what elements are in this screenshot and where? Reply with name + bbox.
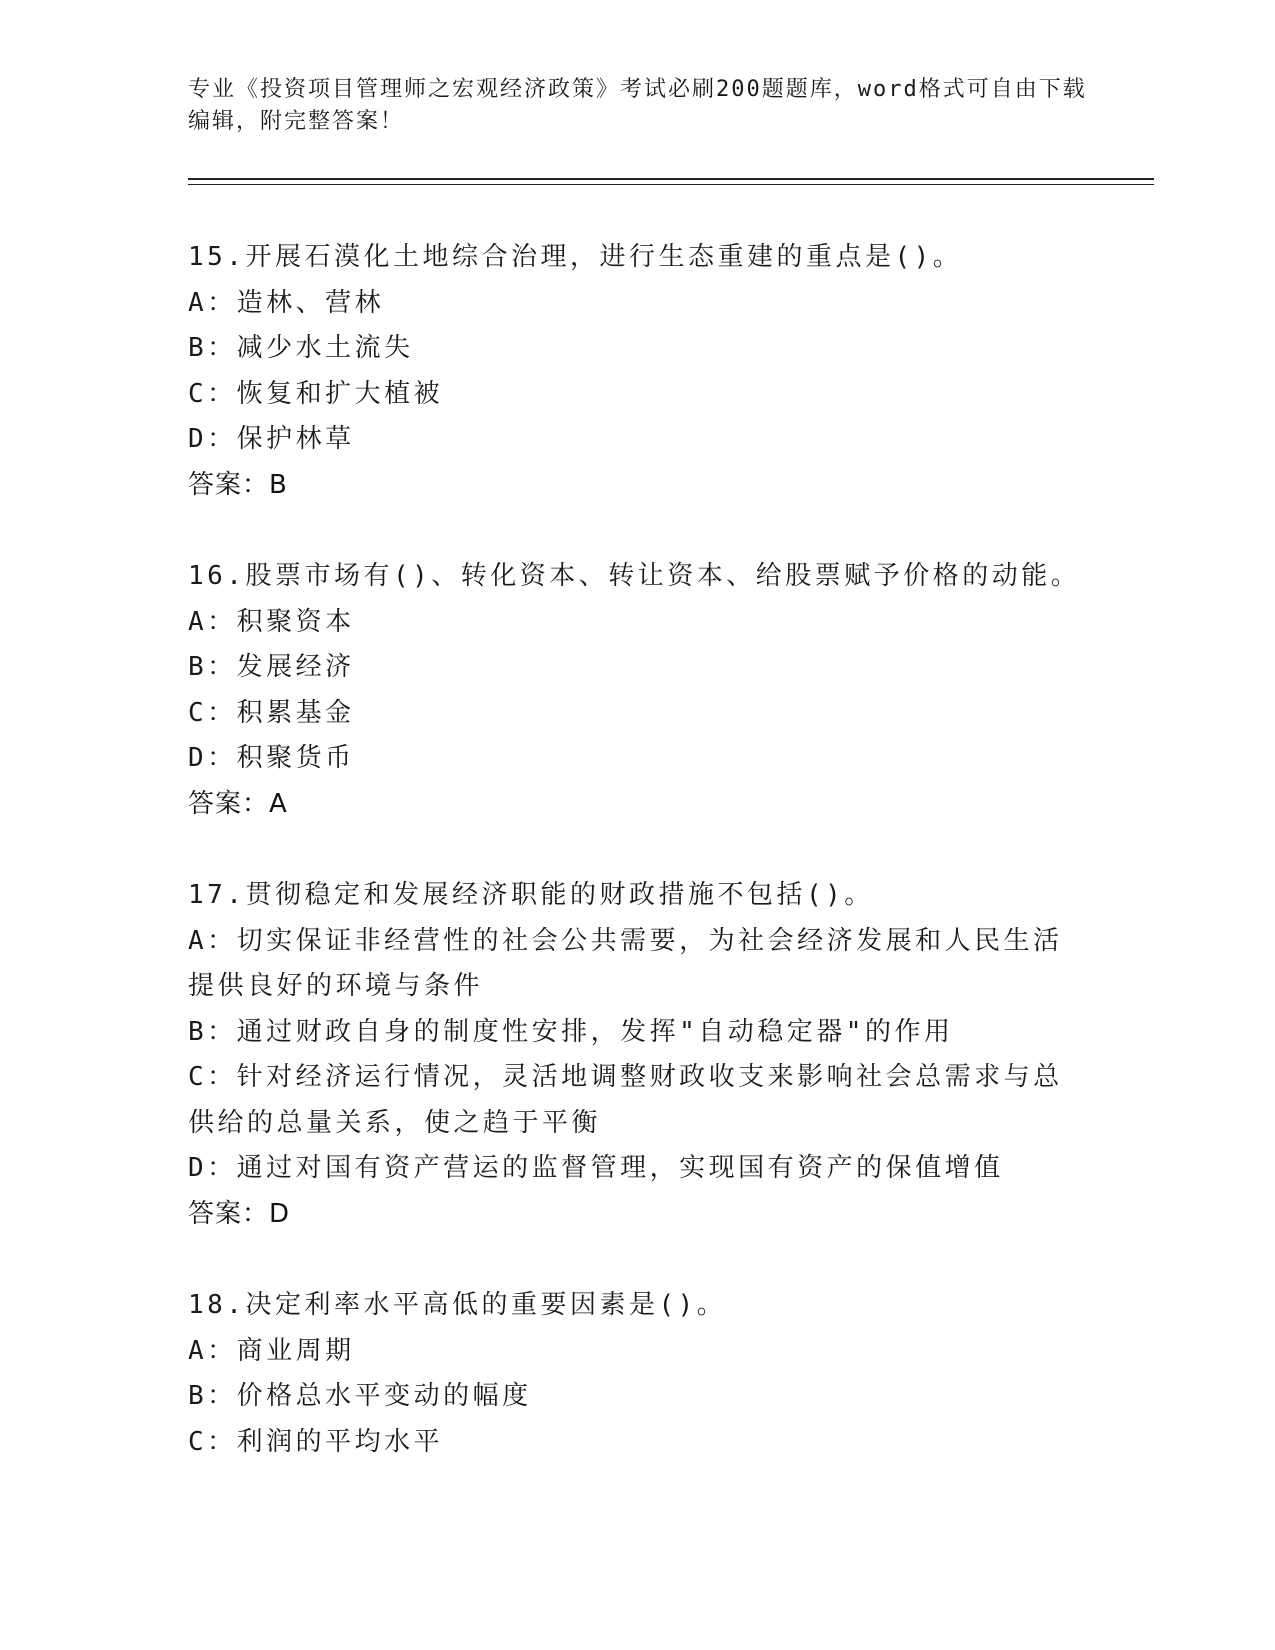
option-a: A：积聚资本 <box>188 606 355 637</box>
question-15 <box>188 235 1088 508</box>
question-stem: 16.股票市场有()、转化资本、转让资本、给股票赋予价格的动能。 <box>188 561 1081 591</box>
option-b: B：减少水土流失 <box>188 333 414 363</box>
option-a: A：商业周期 <box>188 1335 355 1366</box>
question-16 <box>188 554 1088 827</box>
document-header: 专业《投资项目管理师之宏观经济政策》考试必刷200题题库，word格式可自由下载编辑，附完整答案！ <box>188 77 1087 134</box>
option-a: A：造林、营林 <box>188 287 385 318</box>
option-d: D：通过对国有资产营运的监督管理，实现国有资产的保值增值 <box>188 1153 1004 1183</box>
answer-line: 答案：D <box>188 1198 291 1229</box>
question-17 <box>188 873 1088 1237</box>
option-a: A：切实保证非经营性的社会公共需要，为社会经济发展和人民生活提供良好的环境与条件 <box>188 925 1063 1001</box>
option-d: D：保护林草 <box>188 424 355 454</box>
option-d: D：积聚货币 <box>188 743 355 773</box>
question-stem: 18.决定利率水平高低的重要因素是()。 <box>188 1290 727 1320</box>
header-divider <box>188 178 1154 185</box>
option-c: C：利润的平均水平 <box>188 1426 444 1457</box>
question-list <box>188 235 1088 1511</box>
option-b: B：通过财政自身的制度性安排，发挥"自动稳定器"的作用 <box>188 1016 954 1047</box>
question-18 <box>188 1283 1088 1465</box>
answer-line: 答案：B <box>188 469 288 500</box>
question-stem: 15.开展石漠化土地综合治理，进行生态重建的重点是()。 <box>188 242 963 272</box>
option-c: C：针对经济运行情况，灵活地调整财政收支来影响社会总需求与总供给的总量关系，使之趋于平衡 <box>188 1062 1063 1138</box>
option-c: C：积累基金 <box>188 697 355 728</box>
answer-line: 答案：A <box>188 788 288 819</box>
option-c: C：恢复和扩大植被 <box>188 378 444 409</box>
option-b: B：发展经济 <box>188 652 355 682</box>
question-stem: 17.贯彻稳定和发展经济职能的财政措施不包括()。 <box>188 880 874 910</box>
option-b: B：价格总水平变动的幅度 <box>188 1381 532 1411</box>
